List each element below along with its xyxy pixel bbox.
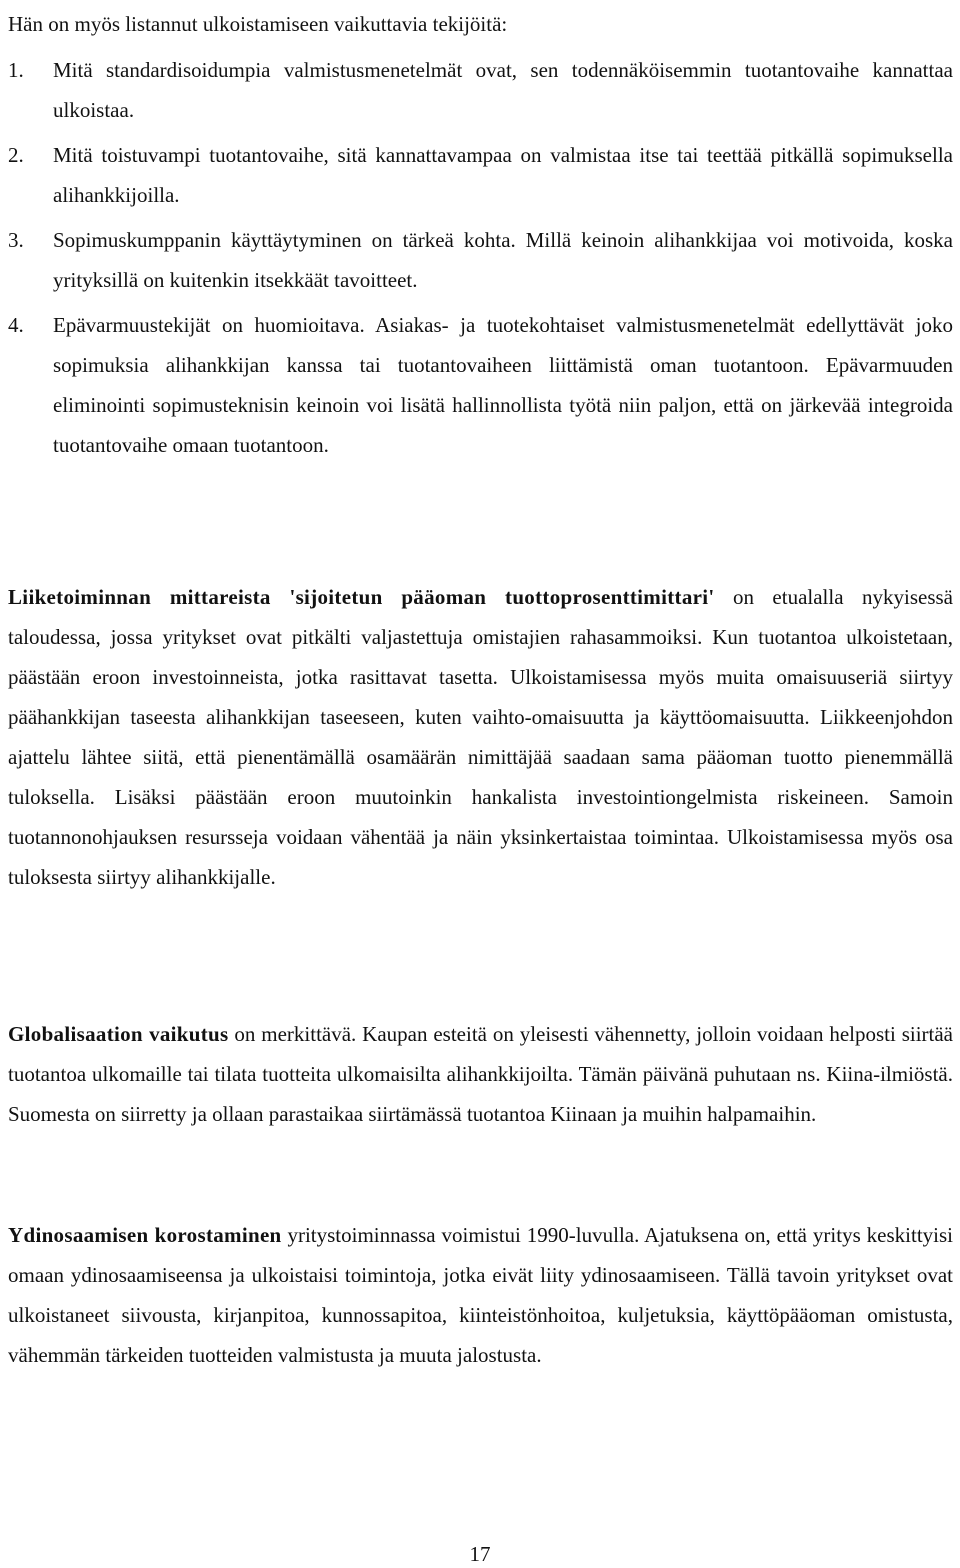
factor-list [8, 50, 953, 470]
list-text: Sopimuskumppanin käyttäytyminen on tärkeä kohta. Millä keinoin alihankkijaa voi motivoida, koska yrityksillä on kuitenkin itsekkäät tavoitteet. [53, 228, 953, 292]
paragraph-core-competence [8, 1215, 953, 1375]
page-number: 17 [469, 1542, 491, 1566]
paragraph-capital-return [8, 577, 953, 897]
list-item [8, 305, 953, 465]
paragraph-lead-bold: Liiketoiminnan mittareista 'sijoitetun pääoman tuottoprosenttimittari' [8, 585, 715, 609]
list-item [8, 50, 953, 130]
list-text: Mitä standardisoidumpia valmistusmenetelmät ovat, sen todennäköisemmin tuotantovaihe kannattaa ulkoistaa. [53, 58, 953, 122]
list-number: 3. [8, 228, 24, 252]
paragraph-lead-bold: Ydinosaamisen korostaminen [8, 1223, 282, 1247]
list-item [8, 220, 953, 300]
list-text: Mitä toistuvampi tuotantovaihe, sitä kannattavampaa on valmistaa itse tai teettää pitkällä sopimuksella alihankkijoilla. [53, 143, 953, 207]
paragraph-body: yritystoiminnassa voimistui 1990-luvulla. Ajatuksena on, että yritys keskittyisi omaan ydinosaamiseensa ja ulkoistaisi toimintoja, jotka eivät liity ydinosaamiseen. Tällä tavoin yritykset ovat ulkoistaneet siivousta, kirjanpitoa, kunnossapitoa, kiinteistönhoitoa, kuljetuksia, käyttöpääoman omistusta, vähemmän tärkeiden tuotteiden valmistusta ja muuta jalostusta. [8, 1223, 953, 1367]
list-text: Epävarmuustekijät on huomioitava. Asiakas- ja tuotekohtaiset valmistusmenetelmät edellyttävät joko sopimuksia alihankkijan kanssa tai tuotantovaiheen liittämistä oman tuotantoon. Epävarmuuden eliminointi sopimusteknisin keinoin voi lisätä hallinnollista työtä niin paljon, että on järkevää integroida tuotantovaihe omaan tuotantoon. [53, 313, 953, 457]
list-item [8, 135, 953, 215]
list-number: 2. [8, 143, 24, 167]
list-number: 1. [8, 58, 24, 82]
paragraph-lead-bold: Globalisaation vaikutus [8, 1022, 229, 1046]
intro-line: Hän on myös listannut ulkoistamiseen vaikuttavia tekijöitä: [8, 12, 508, 36]
list-number: 4. [8, 313, 24, 337]
paragraph-body: on etualalla nykyisessä taloudessa, jossa yritykset ovat pitkälti valjastettuja omistajien rahasammoiksi. Kun tuotantoa ulkoistetaan, päästään eroon investoinneista, jotka rasittavat tasetta. Ulkoistamisessa myös muita omaisuuseriä siirtyy päähankkijan taseesta alihankkijan taseeseen, kuten vaihto-omaisuutta ja käyttöomaisuutta. Liikkeenjohdon ajattelu lähtee siitä, että pienentämällä osamäärän nimittäjää saadaan sama pääoman tuotto pienemmällä tuloksella. Lisäksi päästään eroon muutoinkin hankalista investointiongelmista riskeineen. Samoin tuotannonohjauksen resursseja voidaan vähentää ja näin yksinkertaistaa toimintaa. Ulkoistamisessa myös osa tuloksesta siirtyy alihankkijalle. [8, 585, 953, 889]
paragraph-body: on merkittävä. Kaupan esteitä on yleisesti vähennetty, jolloin voidaan helposti siirtää tuotantoa ulkomaille tai tilata tuotteita ulkomaisilta alihankkijoilta. Tämän päivänä puhutaan ns. Kiina-ilmiöstä. Suomesta on siirretty ja ollaan parastaikaa siirtämässä tuotantoa Kiinaan ja muihin halpamaihin. [8, 1022, 954, 1126]
paragraph-globalization [8, 1014, 953, 1134]
